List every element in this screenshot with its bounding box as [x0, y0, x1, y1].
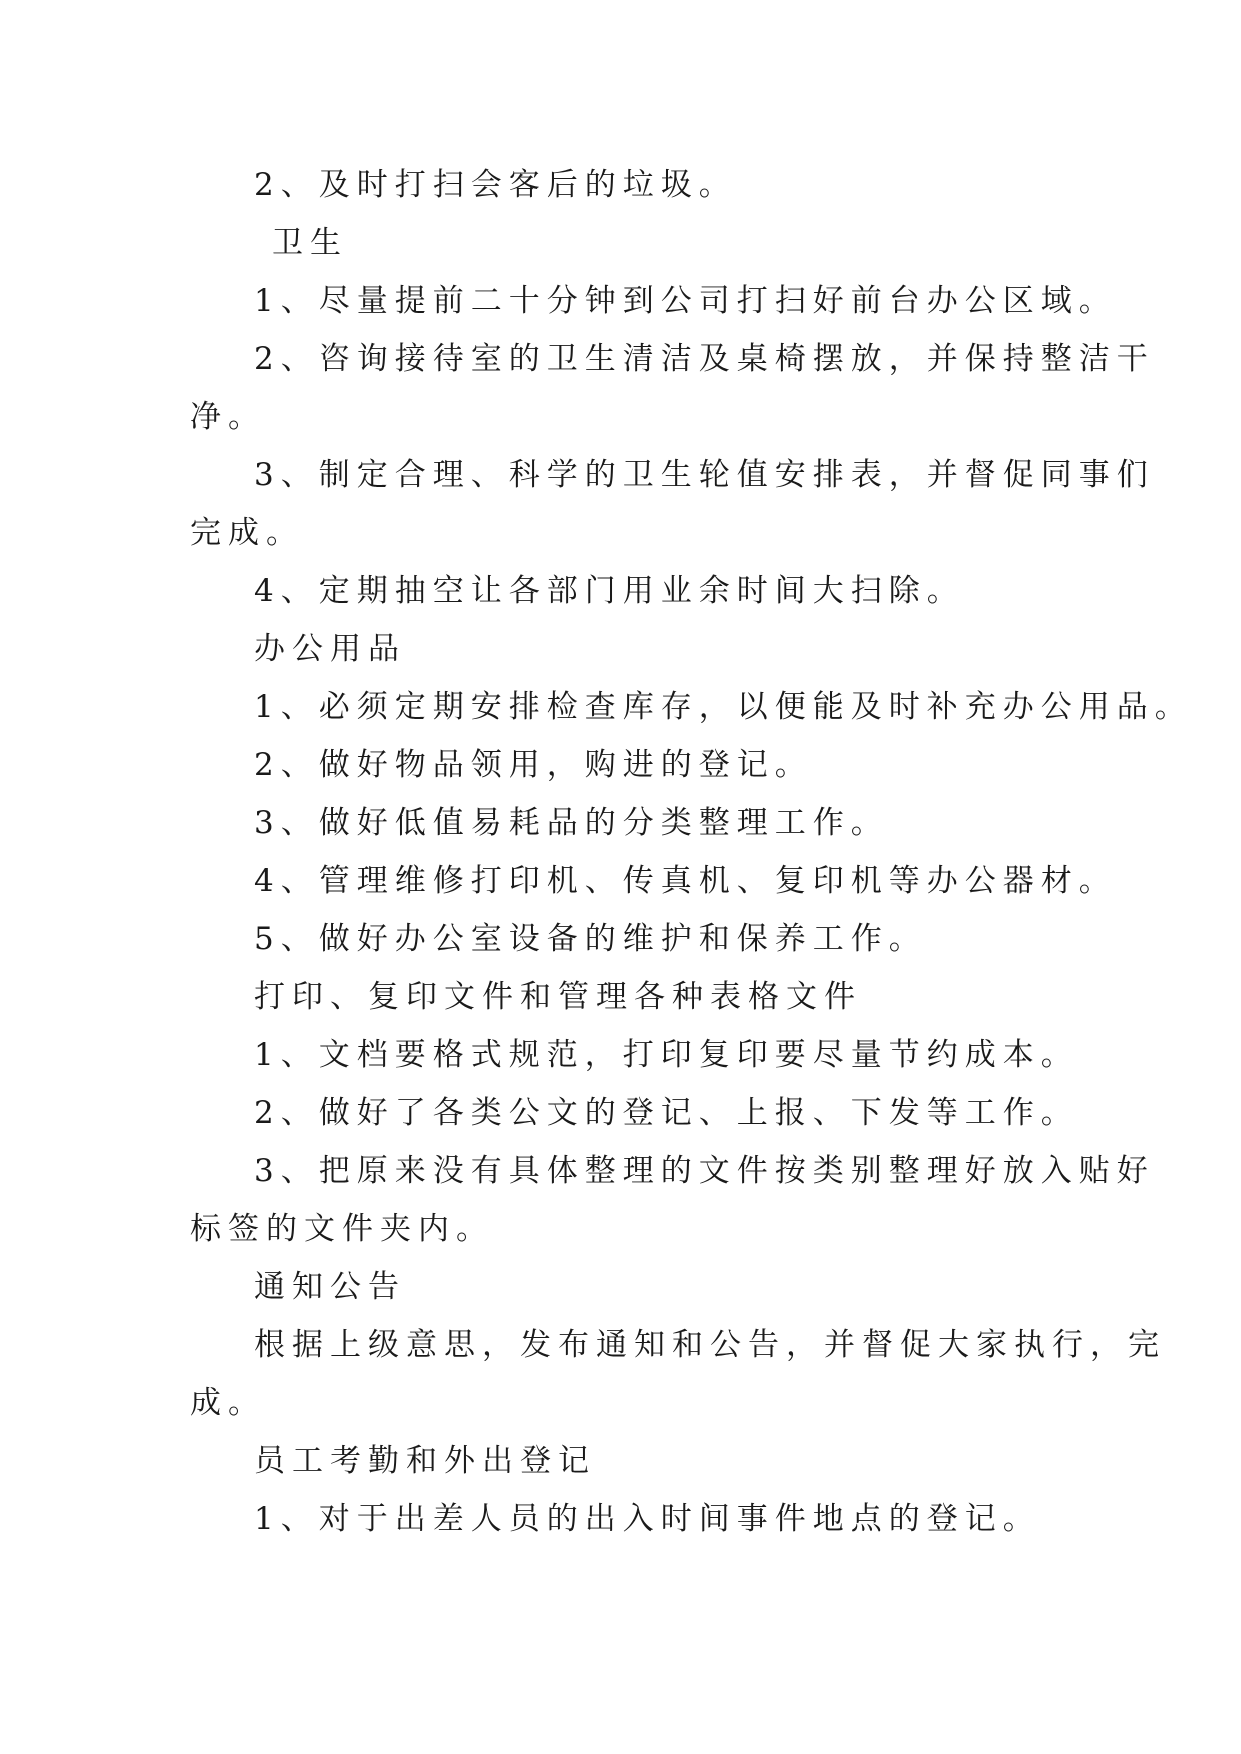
paragraph-line: 3、制定合理、科学的卫生轮值安排表，并督促同事们: [254, 457, 1155, 493]
paragraph-line: 2、及时打扫会客后的垃圾。: [254, 167, 737, 203]
document-body: [190, 156, 1193, 1548]
paragraph-continuation: 成。: [190, 1385, 266, 1421]
paragraph-line: 2、咨询接待室的卫生清洁及桌椅摆放，并保持整洁干: [254, 341, 1155, 377]
section-heading-office-supplies: 办公用品: [254, 631, 406, 667]
paragraph-line: 1、对于出差人员的出入时间事件地点的登记。: [254, 1501, 1041, 1537]
paragraph-continuation: 标签的文件夹内。: [190, 1211, 494, 1247]
section-heading-hygiene: 卫生: [272, 225, 348, 261]
paragraph-line: 2、做好了各类公文的登记、上报、下发等工作。: [254, 1095, 1079, 1131]
paragraph-continuation: 净。: [190, 399, 266, 435]
section-heading-attendance: 员工考勤和外出登记: [254, 1443, 596, 1479]
paragraph-line: 1、尽量提前二十分钟到公司打扫好前台办公区域。: [254, 283, 1117, 319]
paragraph-line: 5、做好办公室设备的维护和保养工作。: [254, 921, 927, 957]
paragraph-line: 1、必须定期安排检查库存，以便能及时补充办公用品。: [254, 689, 1193, 725]
paragraph-line: 根据上级意思，发布通知和公告，并督促大家执行，完: [254, 1327, 1166, 1363]
paragraph-continuation: 完成。: [190, 515, 304, 551]
paragraph-line: 4、管理维修打印机、传真机、复印机等办公器材。: [254, 863, 1117, 899]
paragraph-line: 2、做好物品领用，购进的登记。: [254, 747, 813, 783]
paragraph-line: 3、把原来没有具体整理的文件按类别整理好放入贴好: [254, 1153, 1155, 1189]
paragraph-line: 1、文档要格式规范，打印复印要尽量节约成本。: [254, 1037, 1079, 1073]
section-heading-printing: 打印、复印文件和管理各种表格文件: [254, 979, 862, 1015]
section-heading-notices: 通知公告: [254, 1269, 406, 1305]
paragraph-line: 4、定期抽空让各部门用业余时间大扫除。: [254, 573, 965, 609]
paragraph-line: 3、做好低值易耗品的分类整理工作。: [254, 805, 889, 841]
